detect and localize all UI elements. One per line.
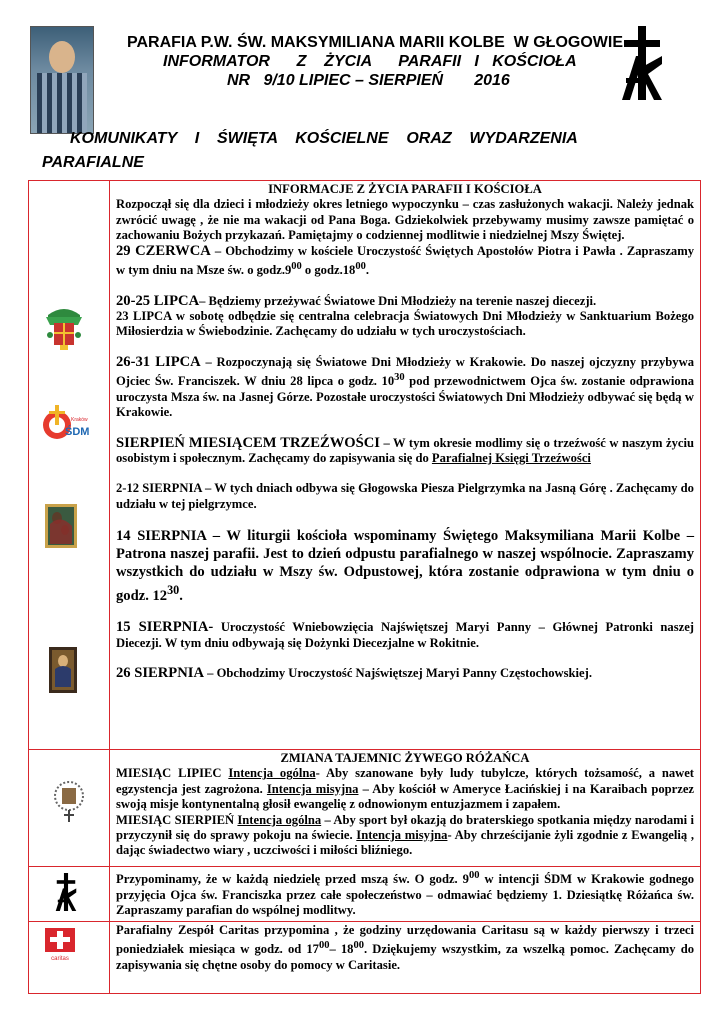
section-title-line1: KOMUNIKATY I ŚWIĘTA KOŚCIELNE ORAZ WYDARZENIA — [70, 130, 578, 147]
august-intentions: MIESIĄC SIERPIEŃ Intencja ogólna – Aby sport był okazją do braterskiego spotkania między narodami i przyczynił się do sprawy pokoju na świecie. Intencja misyjna- Aby chrześcijanie żyli zgodnie z Ewangelią , dając świadectwo wiary , uczciwości i miłości bliźniego. — [116, 812, 695, 858]
parish-news-text — [116, 181, 700, 683]
parish-news-row — [29, 181, 700, 749]
icon-column — [29, 922, 110, 993]
assumption-icon — [49, 647, 77, 693]
bishop-coat-of-arms-icon — [44, 305, 84, 353]
parish-name: PARAFIA P.W. ŚW. MAKSYMILIANA MARII KOLBE W GŁOGOWIE — [127, 34, 623, 51]
krakow-wyd-announcement: 26-31 LIPCA – Rozpoczynają się Światowe Dni Młodzieży w Krakowie. Do naszej ojczyzny przybywa Ojciec Św. Franciszek. W dniu 28 lipca o godz. $10^{30}$ pod przewodnictwem Ojca św. zostanie odprawiona uroczysta Msza św. na Jasnej Górze. Pozostałe uroczystości Światowych Dni Młodzieży odbywać się będą w Krakowie. — [116, 353, 694, 420]
swiebodzin-announcement: 23 LIPCA w sobotę odbędzie się centralna celebracja Światowych Dni Młodzieży w Sanktuarium Bożego Miłosierdzia w Świebodzinie. Zachęcamy do udziału w tych uroczystościach. — [116, 309, 694, 339]
caritas-wordmark: caritas — [51, 956, 69, 962]
caritas-row — [29, 921, 700, 993]
rosary-reminder-row — [29, 866, 700, 921]
sobriety-month-announcement: SIERPIEŃ MIESIĄCEM TRZEŹWOŚCI – W tym okresie modlimy się o trzeźwość w naszym życiu osobistym i społecznym. Zachęcamy do zapisywania się do Parafialnej Księgi Trzeźwości — [116, 434, 694, 466]
announcements-table — [28, 180, 701, 994]
rosary-icon — [47, 778, 91, 824]
caritas-logo-icon — [45, 928, 75, 962]
sobriety-book-link: Parafialnej Księgi Trzeźwości — [431, 451, 591, 466]
patron-feast-announcement: 14 SIERPNIA – W liturgii kościoła wspominamy Świętego Maksymiliana Marii Kolbe – Patrona naszej parafii. Jest to dzień odpustu parafialnego w naszej wspólnocie. Zapraszamy wszystkich do udziału w Mszy św. Odpustowej, która zostanie odprawiona w tym dniu o godz. $12^{30}$. — [116, 528, 694, 605]
bulletin-title: INFORMATOR Z ŻYCIA PARAFII I KOŚCIOŁA — [163, 53, 577, 70]
pilgrimage-announcement: 2-12 SIERPNIA – W tych dniach odbywa się Głogowska Piesza Pielgrzymka na Jasną Górę . Zachęcamy do udziału w tej pielgrzymce. — [116, 481, 694, 511]
black-madonna-icon — [45, 504, 77, 548]
rosary-text — [116, 750, 700, 861]
wyd-diocese-announcement: 20-25 LIPCA– Będziemy przeżywać Światowe Dni Młodzieży na terenie naszej diecezji. — [116, 292, 597, 309]
icon-column — [29, 750, 110, 866]
rosary-heading: ZMIANA TAJEMNIC ŻYWEGO RÓŻAŃCA — [280, 751, 530, 765]
rosary-row — [29, 749, 700, 866]
june-29-announcement: 29 CZERWCA – Obchodzimy w kościele Uroczystość Świętych Apostołów Piotra i Pawła . Zapraszamy w tym dniu na Msze św. o $godz.9^{00}$ o $godz.18^{00}$. — [116, 242, 695, 278]
wyd-acronym-label: ŚDM — [65, 426, 90, 438]
assumption-announcement: 15 SIERPNIA- Uroczystość Wniebowzięcia Najświętszej Maryi Panny – Głównej Patronki naszej Diecezji. W tym dniu odbywają się Dożynki Diecezjalne w Rokitnie. — [116, 619, 694, 650]
icon-column — [29, 181, 110, 749]
issue-number: NR 9/10 LIPIEC – SIERPIEŃ 2016 — [227, 72, 510, 89]
page-header — [0, 0, 724, 130]
catholic-action-logo-icon — [622, 26, 662, 100]
parish-news-heading: INFORMACJE Z ŻYCIA PARAFII I KOŚCIOŁA — [268, 182, 542, 196]
june-29-date: 29 CZERWCA — [116, 242, 211, 259]
saint-maximilian-portrait — [30, 26, 94, 134]
rosary-reminder-text: Przypominamy, że w każdą niedzielę przed mszą św. O godz. $9^{00}$ w intencji ŚDM w Krakowie godnego przyjęcia Ojca św. Franciszka przez całe społeczeństwo – odmawiać będziemy 1. Dziesiątkę Różańca św. Zapraszamy parafian do wspólnej modlitwy. — [116, 870, 695, 917]
czestochowa-announcement: 26 SIERPNIA – Obchodzimy Uroczystość Najświętszej Maryi Panny Częstochowskiej. — [116, 664, 592, 681]
holiday-intro: Rozpoczął się dla dzieci i młodzieży okres letniego wypoczynku – czas zasłużonych wakacji. Należy jednak zwrócić uwagę , że nie ma wakacji od Pana Boga. Gdziekolwiek przebywamy musimy zawsze pamiętać o zachowaniu Bożych przykazań. Pamiętajmy o codziennej modlitwie i niedzielnej Mszy Świętej. — [116, 197, 694, 243]
icon-column — [29, 867, 110, 921]
july-intentions: MIESIĄC LIPIEC Intencja ogólna- Aby szanowane były ludy tubylcze, których tożsamość, a nawet egzystencja jest zagrożona. Intencja misyjna – Aby kościół w Ameryce Łacińskiej i na Karaibach poprzez swoją misje kontynentalną głosił ewangelię z odnowionym entuzjazmem i zapałem. — [116, 766, 695, 812]
wyd-city-label: Kraków — [71, 417, 88, 423]
wyd-krakow-logo-icon — [41, 401, 90, 443]
section-title-line2: PARAFIALNE — [42, 154, 144, 171]
catholic-action-small-logo-icon — [55, 873, 77, 911]
caritas-text: Parafialny Zespół Caritas przypomina , że godziny urzędowania Caritasu są w każdy pierwszy i trzeci poniedziałek miesiąca w godz. od $17^{00}-$ $18^{00}$. Dziękujemy wszystkim, za wszelką pomoc. Zachęcamy do zapisywania się chętne osoby do pomocy w Caritasie. — [116, 923, 694, 972]
